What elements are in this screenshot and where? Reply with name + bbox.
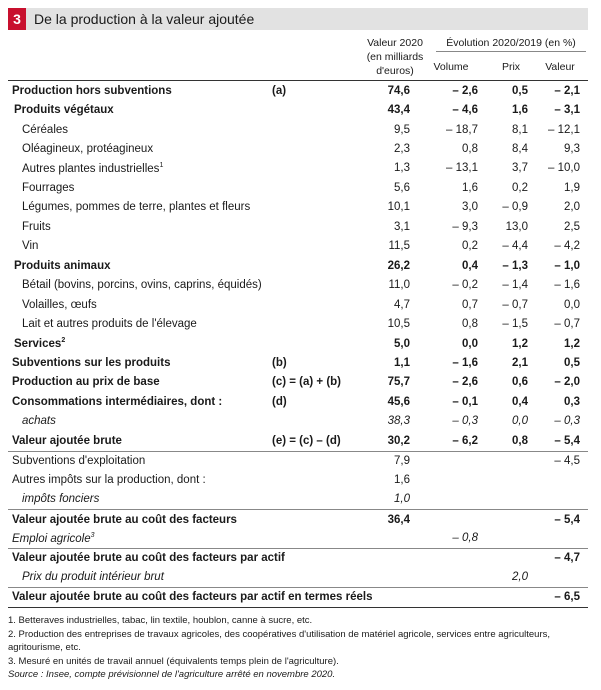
table-header — [8, 34, 588, 82]
row-label-text: Production hors subventions — [12, 84, 172, 97]
table-row — [8, 373, 588, 392]
value-cell: 1,6 — [394, 473, 410, 486]
row-label — [22, 415, 56, 427]
row-label-text: Bétail (bovins, porcins, ovins, caprins, équidés) — [22, 279, 262, 292]
table-row — [8, 489, 588, 508]
row-label-text: Lait et autres produits de l'élevage — [22, 318, 197, 331]
footnote: 1. Betteraves industrielles, tabac, lin textile, houblon, canne à sucre, etc. — [8, 615, 313, 626]
table-row — [8, 334, 588, 353]
row-label-text: Fruits — [22, 220, 51, 233]
row-label — [12, 591, 372, 603]
row-label — [22, 318, 197, 330]
table-row — [8, 431, 588, 450]
table-row — [8, 139, 588, 158]
prix-cell: – 4,4 — [502, 240, 528, 253]
valeur-cell: – 2,0 — [554, 376, 580, 389]
row-label — [22, 571, 164, 583]
value-cell: 10,1 — [387, 201, 410, 214]
row-label — [22, 182, 74, 194]
value-cell: 5,6 — [394, 181, 410, 194]
row-label — [12, 85, 172, 97]
row-label-text: Autres plantes industrielles — [22, 162, 160, 175]
row-label-text: Valeur ajoutée brute au coût des facteurs par actif en termes réels — [12, 591, 373, 604]
row-label-text: Valeur ajoutée brute au coût des facteurs — [12, 513, 237, 526]
row-label — [22, 493, 99, 505]
value-header-line3: d'euros) — [376, 65, 414, 77]
row-label-text: Consommations intermédiaires, dont : — [12, 395, 223, 408]
row-label — [12, 532, 95, 545]
valeur-cell: – 4,7 — [554, 552, 580, 565]
prix-cell: 0,8 — [512, 434, 528, 447]
table-row — [8, 314, 588, 333]
prix-cell: – 0,7 — [502, 298, 528, 311]
table-row — [8, 120, 588, 139]
volume-cell: – 13,1 — [446, 162, 478, 175]
value-cell: 10,5 — [387, 318, 410, 331]
valeur-cell: – 0,7 — [554, 318, 580, 331]
valeur-header: Valeur — [545, 61, 575, 73]
footnote: 2. Production des entreprises de travaux agricoles, des coopératives d'utilisation de matériel agricole, services entre agriculteurs, — [8, 628, 551, 640]
row-label-text: achats — [22, 415, 56, 428]
table-number-badge: 3 — [8, 8, 26, 30]
row-label-text: Légumes, pommes de terre, plantes et fleurs — [22, 201, 251, 214]
footnote-ref: 3 — [90, 531, 95, 539]
valeur-cell: – 6,5 — [554, 591, 580, 604]
value-cell: 7,9 — [394, 455, 410, 468]
table-row — [8, 470, 588, 489]
row-label-text: Valeur ajoutée brute au coût des facteurs par actif — [12, 552, 285, 565]
table-row — [8, 276, 588, 295]
valeur-cell: – 10,0 — [548, 162, 580, 175]
table-row — [8, 392, 588, 411]
prix-cell: 3,7 — [512, 162, 528, 175]
prix-cell: 8,1 — [512, 123, 528, 136]
volume-cell: 0,4 — [462, 259, 478, 272]
prix-cell: 1,6 — [512, 104, 528, 117]
prix-cell: 0,0 — [512, 415, 528, 428]
valeur-cell: – 12,1 — [548, 123, 580, 136]
value-cell: 45,6 — [387, 395, 410, 408]
table-row — [8, 451, 588, 471]
row-label-text: Production au prix de base — [12, 376, 160, 389]
row-label — [22, 124, 68, 136]
volume-cell: 0,7 — [462, 298, 478, 311]
volume-cell: – 0,3 — [452, 415, 478, 428]
volume-cell: – 18,7 — [446, 123, 478, 136]
table-row — [8, 100, 588, 119]
valeur-cell: 1,2 — [564, 337, 580, 350]
volume-cell: 1,6 — [462, 181, 478, 194]
prix-cell: – 0,9 — [502, 201, 528, 214]
row-label — [14, 337, 65, 350]
prix-cell: 0,5 — [512, 84, 528, 97]
valeur-cell: – 4,2 — [554, 240, 580, 253]
volume-cell: 3,0 — [462, 201, 478, 214]
table-row — [8, 237, 588, 256]
value-cell: 11,0 — [388, 279, 410, 292]
footnote-ref: 1 — [159, 162, 164, 170]
valeur-cell: 9,3 — [564, 143, 580, 156]
table-row — [8, 353, 588, 372]
table-row — [8, 217, 588, 236]
table-row — [8, 412, 588, 431]
valeur-cell: – 2,1 — [554, 84, 580, 97]
table-row — [8, 256, 588, 275]
row-label-text: Emploi agricole — [12, 532, 91, 545]
row-formula: (c) = (a) + (b) — [272, 376, 342, 389]
row-formula: (a) — [272, 84, 287, 97]
valeur-cell: – 5,4 — [554, 434, 580, 447]
value-cell: 1,1 — [394, 356, 410, 369]
row-label — [14, 260, 111, 272]
value-cell: 5,0 — [394, 337, 410, 350]
value-cell: 36,4 — [387, 513, 410, 526]
row-label — [14, 104, 114, 116]
volume-cell: – 0,8 — [452, 532, 478, 545]
table-row — [8, 567, 588, 586]
value-header-line2: (en milliards — [366, 51, 424, 63]
row-label — [22, 240, 38, 252]
source-note: Source : Insee, compte prévisionnel de l'agriculture arrêté en novembre 2020. — [8, 669, 336, 680]
value-cell: 26,2 — [387, 259, 410, 272]
prix-cell: 13,0 — [505, 220, 528, 233]
table-row — [8, 509, 588, 529]
row-label-text: Produits animaux — [14, 259, 111, 272]
prix-cell: 0,4 — [512, 395, 528, 408]
volume-header: Volume — [433, 61, 469, 73]
row-label-text: Fourrages — [22, 181, 75, 194]
value-cell: 30,2 — [387, 434, 410, 447]
valeur-cell: – 1,0 — [554, 259, 580, 272]
row-label — [12, 474, 206, 486]
volume-cell: 0,2 — [462, 240, 478, 253]
row-label — [22, 221, 51, 233]
footnote-rule — [8, 607, 588, 608]
row-label — [22, 299, 97, 311]
value-cell: 3,1 — [394, 220, 410, 233]
prix-header: Prix — [501, 61, 521, 73]
valeur-cell: – 5,4 — [554, 513, 580, 526]
row-label-text: Céréales — [22, 123, 69, 136]
footnote-ref: 2 — [61, 337, 66, 345]
row-formula: (b) — [272, 356, 287, 369]
row-label-text: Subventions d'exploitation — [12, 455, 146, 468]
table-row — [8, 295, 588, 314]
row-formula: (e) = (c) – (d) — [272, 434, 341, 447]
valeur-cell: 0,5 — [564, 356, 580, 369]
row-label — [22, 143, 153, 155]
valeur-cell: 0,0 — [564, 298, 580, 311]
table-row — [8, 81, 588, 100]
row-label — [12, 552, 285, 564]
value-cell: 2,3 — [394, 143, 410, 156]
prix-cell: – 1,4 — [502, 279, 528, 292]
row-label-text: impôts fonciers — [22, 493, 100, 506]
row-label — [22, 279, 262, 291]
volume-cell: 0,8 — [462, 318, 478, 331]
valeur-cell: 0,3 — [564, 395, 580, 408]
volume-cell: – 9,3 — [452, 220, 478, 233]
prix-cell: – 1,5 — [502, 318, 528, 331]
row-label-text: Vin — [22, 240, 39, 253]
row-label-text: Valeur ajoutée brute — [12, 434, 122, 447]
volume-cell: 0,8 — [462, 143, 478, 156]
volume-cell: – 2,6 — [452, 376, 478, 389]
prix-cell: 8,4 — [512, 143, 528, 156]
table-row — [8, 178, 588, 197]
value-cell: 74,6 — [387, 84, 410, 97]
prix-cell: 1,2 — [512, 337, 528, 350]
table-title: De la production à la valeur ajoutée — [34, 11, 255, 27]
valeur-cell: 1,9 — [564, 181, 580, 194]
valeur-cell: 2,0 — [564, 201, 580, 214]
footnote: 3. Mesuré en unités de travail annuel (équivalents temps plein de l'agriculture). — [8, 655, 339, 667]
row-label — [12, 435, 122, 447]
volume-cell: – 0,1 — [452, 395, 478, 408]
row-label — [12, 357, 170, 369]
table-row — [8, 159, 588, 178]
row-formula: (d) — [272, 395, 287, 408]
value-header-line1: Valeur 2020 — [367, 37, 423, 49]
prix-cell: 0,2 — [512, 181, 528, 194]
row-label-text: Autres impôts sur la production, dont : — [12, 473, 206, 486]
evolution-header-rule — [436, 51, 586, 52]
row-label-text: Subventions sur les produits — [12, 356, 171, 369]
row-label — [12, 396, 222, 408]
row-label — [22, 162, 163, 175]
value-cell: 4,7 — [394, 298, 410, 311]
volume-cell: – 6,2 — [452, 434, 478, 447]
valeur-cell: – 1,6 — [554, 279, 580, 292]
row-label-text: Prix du produit intérieur brut — [22, 570, 164, 583]
valeur-cell: – 0,3 — [554, 415, 580, 428]
volume-cell: 0,0 — [462, 337, 478, 350]
value-cell: 1,3 — [394, 162, 410, 175]
value-cell: 43,4 — [387, 104, 410, 117]
row-label — [12, 455, 145, 467]
row-label-text: Services — [14, 337, 62, 350]
value-cell: 11,5 — [388, 240, 410, 253]
valeur-cell: – 3,1 — [554, 104, 580, 117]
value-cell: 38,3 — [387, 415, 410, 428]
footnote: agritourisme, etc. — [8, 642, 81, 653]
volume-cell: – 2,6 — [452, 84, 478, 97]
value-cell: 1,0 — [394, 493, 410, 506]
row-label — [22, 201, 250, 213]
volume-cell: – 1,6 — [452, 356, 478, 369]
table-row — [8, 548, 588, 568]
table-row — [8, 528, 588, 547]
row-label-text: Oléagineux, protéagineux — [22, 143, 154, 156]
prix-cell: – 1,3 — [502, 259, 528, 272]
table-row — [8, 198, 588, 217]
volume-cell: – 4,6 — [452, 104, 478, 117]
value-cell: 75,7 — [387, 376, 410, 389]
volume-cell: – 0,2 — [452, 279, 478, 292]
table-title-bar — [8, 8, 588, 30]
row-label-text: Produits végétaux — [14, 104, 114, 117]
value-column-header — [360, 36, 430, 78]
row-label — [12, 514, 237, 526]
row-label — [12, 376, 160, 388]
evolution-header: Évolution 2020/2019 (en %) — [446, 37, 576, 49]
row-label-text: Volailles, œufs — [22, 298, 97, 311]
valeur-cell: – 4,5 — [554, 455, 580, 468]
prix-cell: 0,6 — [512, 376, 528, 389]
table-row — [8, 587, 588, 607]
prix-cell: 2,0 — [512, 570, 528, 583]
valeur-cell: 2,5 — [564, 220, 580, 233]
prix-cell: 2,1 — [512, 356, 528, 369]
value-cell: 9,5 — [394, 123, 410, 136]
